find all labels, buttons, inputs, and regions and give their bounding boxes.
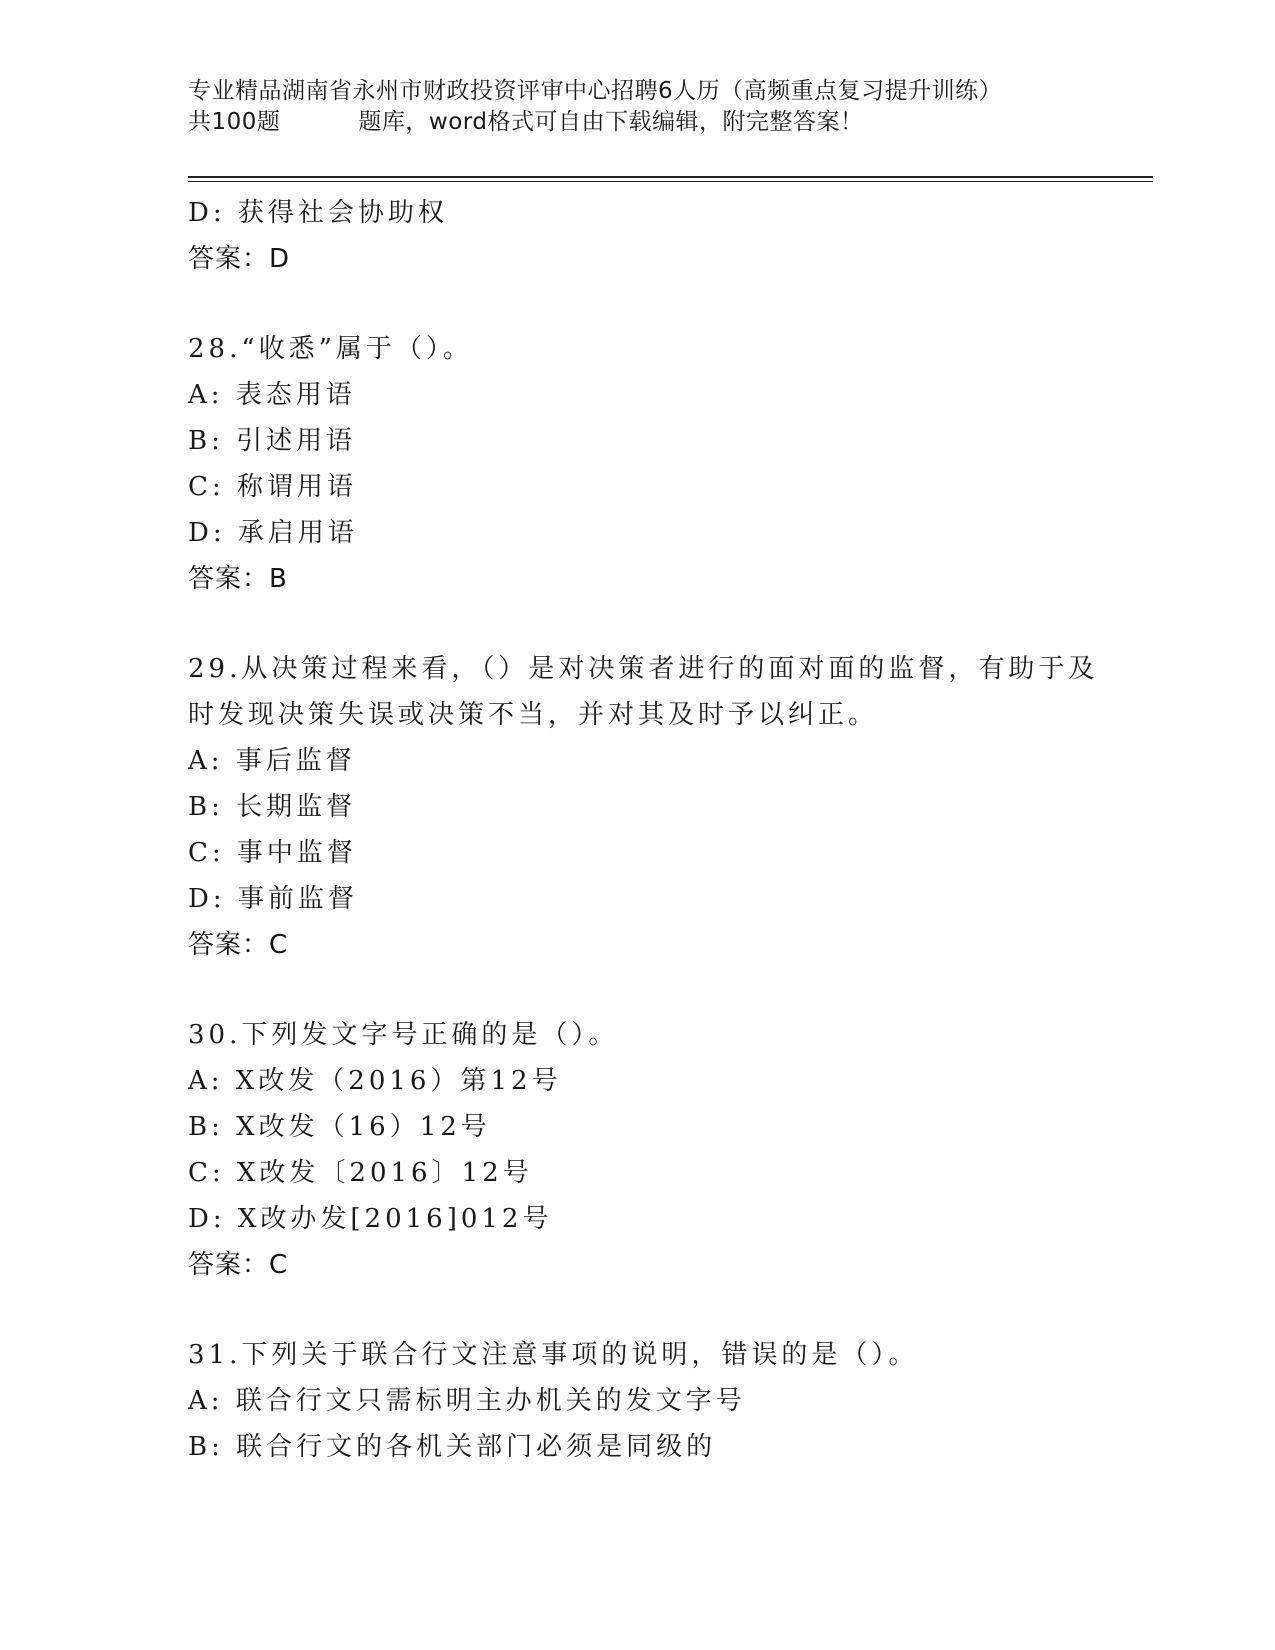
question-stem: 30.下列发文字号正确的是（）。 <box>188 1020 619 1050</box>
question-list <box>188 190 1099 1470</box>
header-note: 题库，word格式可自由下载编辑，附完整答案！ <box>358 109 864 135</box>
question-29 <box>188 646 1099 968</box>
option-b: B: 引述用语 <box>188 426 357 456</box>
option-d: D: 事前监督 <box>188 884 358 914</box>
question-28 <box>188 326 1088 602</box>
question-stem: 31.下列关于联合行文注意事项的说明，错误的是（）。 <box>188 1340 919 1370</box>
header-rule-thick <box>188 176 1153 178</box>
document-header <box>188 76 1128 138</box>
answer: 答案：D <box>188 244 291 274</box>
option-b: B: 长期监督 <box>188 792 357 822</box>
header-title: 专业精品湖南省永州市财政投资评审中心招聘6人历（高频重点复习提升训练） <box>188 78 1003 104</box>
option-a: A: 表态用语 <box>188 380 356 410</box>
header-rule-thin <box>188 181 1153 182</box>
question-31 <box>188 1332 1088 1470</box>
option-d: D: X改办发[2016]012号 <box>188 1204 553 1234</box>
option-a: A: 联合行文只需标明主办机关的发文字号 <box>188 1386 746 1416</box>
option-a: A: 事后监督 <box>188 746 356 776</box>
answer: 答案：C <box>188 1250 289 1280</box>
option-b: B: X改发（16）12号 <box>188 1112 491 1142</box>
question-stem: 28.“收悉”属于（）。 <box>188 334 473 364</box>
option-d: D: 承启用语 <box>188 518 358 548</box>
answer: 答案：C <box>188 930 289 960</box>
header-subtitle <box>188 107 1128 138</box>
option-c: C: 称谓用语 <box>188 472 357 502</box>
header-count: 共100题 <box>188 109 281 135</box>
question-30 <box>188 1012 1088 1288</box>
option-d: D: 获得社会协助权 <box>188 198 448 228</box>
option-c: C: 事中监督 <box>188 838 357 868</box>
question-stem-line2: 时发现决策失误或决策不当，并对其及时予以纠正。 <box>188 700 879 730</box>
option-b: B: 联合行文的各机关部门必须是同级的 <box>188 1432 717 1462</box>
option-c: C: X改发〔2016〕12号 <box>188 1158 533 1188</box>
question-stem-line1: 29.从决策过程来看，（）是对决策者进行的面对面的监督，有助于及 <box>188 654 1099 684</box>
answer: 答案：B <box>188 564 288 594</box>
option-a: A: X改发（2016）第12号 <box>188 1066 562 1096</box>
